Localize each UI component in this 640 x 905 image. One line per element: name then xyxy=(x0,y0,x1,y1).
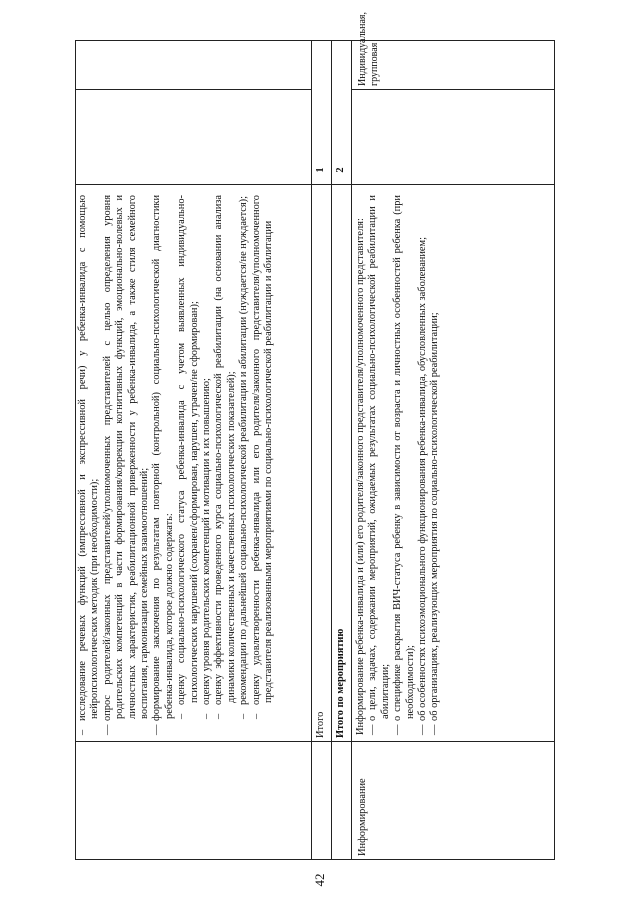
list-item: —о специфике раскрытия ВИЧ-статуса ребенку в зависимости от возраста и личностных особенностей ребенка (при необходимости); xyxy=(392,195,416,735)
column-divider xyxy=(75,184,555,185)
itogo-value: 1 xyxy=(315,167,326,173)
sub-item: –оценку эффективности проведенного курса социально-психологической реабилитации (на основании анализа динамики количественных и качественных психологических показателей); xyxy=(213,195,237,719)
rotated-table xyxy=(75,11,555,860)
list-item: —об особенностях психоэмоционального функционирования ребенка-инвалида, обусловленных заболеванием; xyxy=(417,237,429,735)
itogo-label: Итого xyxy=(315,711,326,738)
continued-content xyxy=(77,195,276,735)
informing-form: Индивидуальная, групповая xyxy=(357,11,380,86)
list-item: —о цели, задачах, содержании мероприятий, ожидаемых результатах социально-психологической реабилитации и абилитации; xyxy=(367,195,391,735)
sub-item: –рекомендации по дальнейшей социально-психологической реабилитации и абилитации (нуждается/не нуждается); xyxy=(238,196,250,719)
row-divider xyxy=(351,40,352,860)
informing-content xyxy=(355,195,442,735)
list-item: —опрос родителей/законных представителей/уполномоченных представителей с целью определения уровня родительских компетенций в части формирования/коррекции когнитивных функций, эмоционально-волевых и личностных характеристик, реабилитационной приверженности у ребенка-инвалида, а также стиля семейного воспитания, гармонизации семейных взаимоотношений; xyxy=(101,195,151,735)
itogo-total-value: 2 xyxy=(335,167,346,173)
sub-item: –оценку уровня родительских компетенций и мотивации к их повышению; xyxy=(201,378,213,719)
list-item: —формирование заключения по результатам повторной (контрольной) социально-психологической диагностики ребенка-инвалида, которое должно содержать: xyxy=(151,195,175,735)
page-number: 42 xyxy=(312,873,327,887)
informing-intro: Информирование ребенка-инвалида и (или) его родителя/законного представителя/уполномоченного представителя: xyxy=(355,218,366,735)
column-divider xyxy=(75,741,555,742)
informing-title: Информирование xyxy=(357,778,368,856)
sub-item: –оценку удовлетворенности ребенка-инвалида или его родителя/законного представителя/уполномоченного представителя реализованными мероприятиями по социально-психологической реабилитации и абилитации xyxy=(250,195,275,719)
list-item: –исследование речевых функций (импрессивной и экспрессивной речи) у ребенка-инвалида с помощью нейропсихологических методик (при необходимости); xyxy=(77,195,101,735)
itogo-total-label: Итого по мероприятию xyxy=(335,628,346,738)
row-divider xyxy=(311,40,312,860)
row-divider xyxy=(331,40,332,860)
sub-item: –оценку социально-психологического статуса ребенка-инвалида с учетом выявленных индивидуально-психологических нарушений (сохранен/сформирован, нарушен, утрачен/не сформирован); xyxy=(176,195,200,719)
column-divider xyxy=(351,89,555,90)
list-item: —об организациях, реализующих мероприятия по социально-психологической реабилитации; xyxy=(429,312,441,735)
column-divider xyxy=(75,89,311,90)
